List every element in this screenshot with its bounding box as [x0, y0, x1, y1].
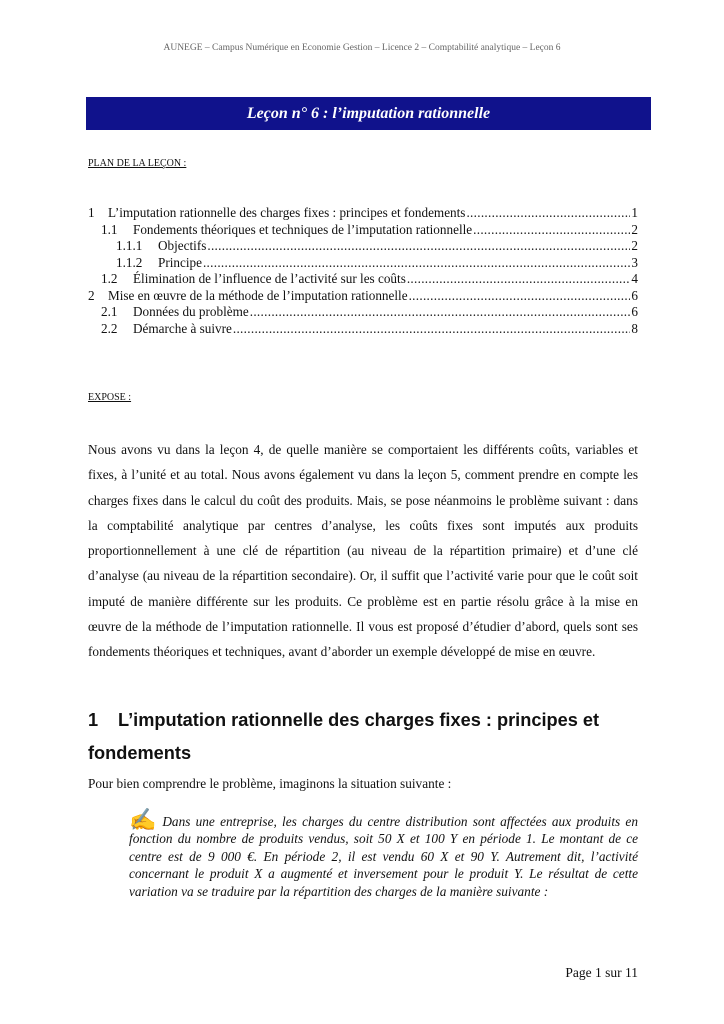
section-number: 1	[88, 710, 99, 730]
toc-text: Démarche à suivre	[133, 320, 232, 336]
toc-page: 1	[631, 205, 638, 220]
toc-leader	[407, 271, 631, 287]
toc-page: 8	[631, 320, 638, 336]
toc-leader	[203, 255, 630, 271]
toc-leader	[466, 205, 630, 221]
toc-number: 1.1.2	[116, 254, 143, 270]
toc-text: Mise en œuvre de la méthode de l’imputation rationnelle	[108, 287, 408, 303]
toc-item[interactable]	[88, 304, 638, 321]
toc-text: L’imputation rationnelle des charges fixes : principes et fondements	[108, 205, 466, 220]
expose-paragraph: Nous avons vu dans la leçon 4, de quelle manière se comportaient les différents coûts, variables et fixes, à l’unité et au total. Nous avons également vu dans la leçon 5, comment prendre en compte les charges fixes dans le calcul du coût des produits. Mais, se pose néanmoins le problème suivant : dans la comptabilité analytique par centres d’analyse, les coûts fixes sont imputés aux produits proportionnellement à une clé de répartition (au niveau de la répartition primaire) et d’une clé d’analyse (au niveau de la répartition secondaire). Or, il suffit que l’activité varie pour que le coût soit imputé de manière différente sur les produits. Ce problème est en partie résolu grâce à la mise en œuvre de la méthode de l’imputation rationnelle. Il vous est proposé d’étudier d’abord, quels sont ses fondements théoriques et techniques, avant d’aborder un exemple développé de mise en œuvre.	[88, 442, 638, 660]
intro-paragraph: Pour bien comprendre le problème, imaginons la situation suivante :	[88, 776, 452, 791]
toc-item[interactable]	[88, 288, 638, 305]
toc-page: 2	[631, 238, 638, 253]
pen-icon: ✍	[129, 807, 159, 832]
toc-text: Données du problème	[133, 304, 249, 319]
toc-number: 2.1	[101, 304, 118, 319]
toc-page: 4	[631, 271, 638, 286]
toc-item[interactable]	[88, 238, 638, 255]
toc-number: 1	[88, 205, 95, 220]
plan-label: PLAN DE LA LEÇON :	[88, 158, 187, 169]
section-title: L’imputation rationnelle des charges fixes : principes et fondements	[88, 710, 600, 763]
lesson-title-bar	[86, 97, 651, 130]
toc-number: 2.2	[101, 320, 118, 336]
toc-text: Principe	[158, 254, 202, 270]
toc-leader	[207, 238, 630, 254]
example-block	[129, 807, 638, 900]
toc-number: 1.2	[101, 271, 118, 286]
toc-text: Élimination de l’influence de l’activité sur les coûts	[133, 271, 406, 286]
toc-page: 6	[631, 287, 638, 303]
expose-label: EXPOSE :	[88, 392, 132, 403]
toc-page: 3	[631, 254, 638, 270]
toc-leader	[473, 222, 630, 238]
toc-page: 2	[631, 221, 638, 237]
example-text: Dans une entreprise, les charges du centre distribution sont affectées aux produits en fonction du nombre de produits vendus, soit 50 X et 100 Y en période 1. Le montant de ce centre est de 9 000 €. En période 2, il est vendu 60 X et 90 Y. Autrement dit, l’activité concernant le produit X a augmenté et inversement pour le produit Y. Le résultat de cette variation va se traduire par la répartition des charges de la manière suivante :	[129, 814, 638, 899]
toc-text: Fondements théoriques et techniques de l’imputation rationnelle	[133, 221, 473, 237]
toc-number: 2	[88, 287, 95, 303]
toc-number: 1.1	[101, 221, 118, 237]
lesson-title: Leçon n° 6 : l’imputation rationnelle	[246, 104, 491, 122]
toc-page: 6	[631, 304, 638, 319]
toc-item[interactable]	[88, 321, 638, 338]
page-header: AUNEGE – Campus Numérique en Economie Gestion – Licence 2 – Comptabilité analytique – Leçon 6	[163, 43, 561, 53]
toc-text: Objectifs	[158, 238, 207, 253]
table-of-contents	[88, 205, 638, 337]
toc-item[interactable]	[88, 205, 638, 222]
page-number: Page 1 sur 11	[565, 965, 638, 980]
toc-leader	[233, 321, 631, 337]
toc-leader	[250, 304, 631, 320]
toc-leader	[409, 288, 631, 304]
toc-item[interactable]	[88, 271, 638, 288]
toc-item[interactable]	[88, 255, 638, 272]
section-heading	[88, 704, 648, 770]
toc-number: 1.1.1	[116, 238, 143, 253]
toc-item[interactable]	[88, 222, 638, 239]
